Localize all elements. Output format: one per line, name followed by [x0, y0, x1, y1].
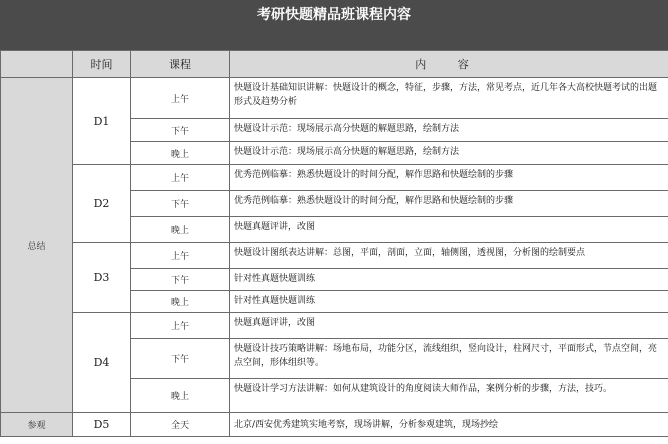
content-cell: 快题真题评讲，改图 — [230, 313, 668, 339]
table-row — [1, 313, 668, 339]
content-cell: 快题设计示范：现场展示高分快题的解题思路，绘制方法 — [230, 142, 668, 165]
header-course: 课程 — [131, 51, 230, 78]
slot-cell: 上午 — [131, 313, 230, 339]
slot-cell: 下午 — [131, 191, 230, 217]
content-cell: 快题设计技巧策略讲解：场地布局，功能分区，流线组织，竖向设计，柱网尺寸，平面形式，节点空间，亮点空间，形体组织等。 — [230, 339, 668, 379]
content-cell: 北京/西安优秀建筑实地考察，现场讲解，分析参观建筑，现场抄绘 — [230, 413, 668, 437]
content-cell: 快题设计学习方法讲解：如何从建筑设计的角度阅读大师作品，案例分析的步骤，方法，技巧。 — [230, 379, 668, 413]
content-cell: 优秀范例临摹：熟悉快题设计的时间分配，解作思路和快题绘制的步骤 — [230, 191, 668, 217]
header-row — [1, 51, 668, 78]
slot-cell: 上午 — [131, 165, 230, 191]
slot-cell: 晚上 — [131, 379, 230, 413]
slot-cell: 下午 — [131, 339, 230, 379]
content-cell: 针对性真题快题训练 — [230, 291, 668, 313]
day-d1: D1 — [73, 78, 131, 165]
content-cell: 针对性真题快题训练 — [230, 269, 668, 291]
slot-cell: 晚上 — [131, 217, 230, 243]
page-title: 考研快题精品班课程内容 — [0, 0, 668, 50]
section-summary: 总结 — [1, 78, 73, 413]
schedule-table — [0, 50, 668, 437]
table-row — [1, 165, 668, 191]
day-d5: D5 — [73, 413, 131, 437]
day-d3: D3 — [73, 243, 131, 313]
section-visit: 参观 — [1, 413, 73, 437]
day-d2: D2 — [73, 165, 131, 243]
table-row — [1, 78, 668, 119]
content-cell: 优秀范例临摹：熟悉快题设计的时间分配，解作思路和快题绘制的步骤 — [230, 165, 668, 191]
content-cell: 快题设计图纸表达讲解：总图，平面，剖面，立面，轴侧图，透视图，分析图的绘制要点 — [230, 243, 668, 269]
header-content: 内 容 — [230, 51, 668, 78]
content-cell: 快题设计示范：现场展示高分快题的解题思路，绘制方法 — [230, 119, 668, 142]
slot-cell: 晚上 — [131, 291, 230, 313]
table-row — [1, 413, 668, 437]
content-cell: 快题真题评讲，改图 — [230, 217, 668, 243]
header-blank — [1, 51, 73, 78]
header-time: 时间 — [73, 51, 131, 78]
slot-cell: 下午 — [131, 119, 230, 142]
slot-cell: 晚上 — [131, 142, 230, 165]
slot-cell: 上午 — [131, 78, 230, 119]
slot-cell: 全天 — [131, 413, 230, 437]
slot-cell: 下午 — [131, 269, 230, 291]
slot-cell: 上午 — [131, 243, 230, 269]
content-cell: 快题设计基础知识讲解：快题设计的概念，特征，步骤，方法，常见考点，近几年各大高校快题考试的出题形式及趋势分析 — [230, 78, 668, 119]
day-d4: D4 — [73, 313, 131, 413]
table-row — [1, 243, 668, 269]
